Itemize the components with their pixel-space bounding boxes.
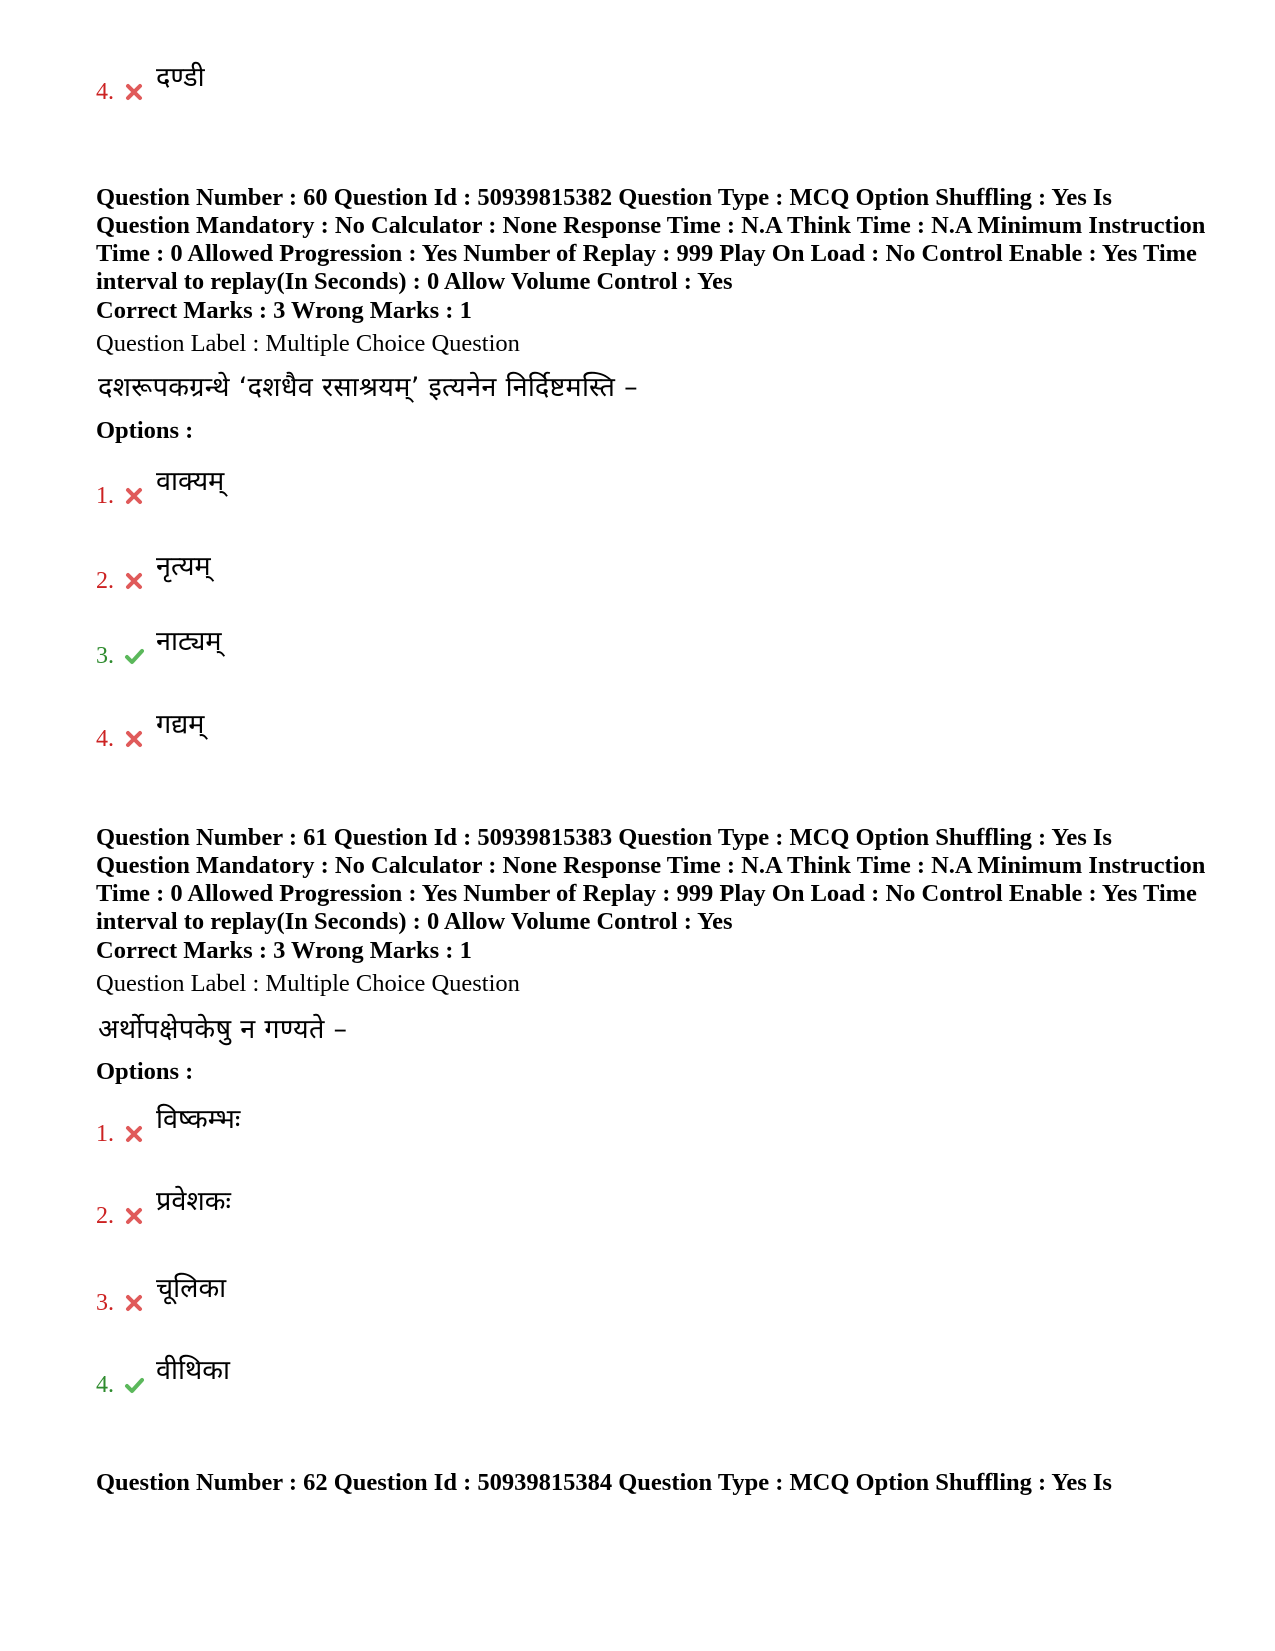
option-text: वीथिका bbox=[156, 1355, 230, 1386]
question-marks: Correct Marks : 3 Wrong Marks : 1 bbox=[96, 937, 472, 964]
option-number: 4. bbox=[96, 1372, 114, 1398]
question-text: दशरूपकग्रन्थे ‘दशधैव रसाश्रयम्’ इत्यनेन निर्दिष्टमस्ति – bbox=[98, 372, 638, 403]
option-text: नृत्यम् bbox=[156, 551, 211, 582]
option-text: गद्यम् bbox=[156, 709, 205, 740]
question-marks: Correct Marks : 3 Wrong Marks : 1 bbox=[96, 297, 472, 324]
option-number: 3. bbox=[96, 1290, 114, 1316]
option-number: 4. bbox=[96, 79, 114, 105]
cross-icon bbox=[124, 1206, 144, 1226]
option-text: वाक्यम् bbox=[156, 466, 225, 497]
option-text: विष्कम्भः bbox=[156, 1104, 241, 1135]
cross-icon bbox=[124, 486, 144, 506]
option-text: नाट्यम् bbox=[156, 626, 222, 657]
option-number: 2. bbox=[96, 1203, 114, 1229]
option-number: 4. bbox=[96, 726, 114, 752]
question-meta: Question Number : 60 Question Id : 50939815382 Question Type : MCQ Option Shuffling : Yes Is Question Mandatory : No Calculator : None Response Time : N.A Think Time : N.A Minimum Instruction Time : 0 Allowed Progression : Yes Number of Replay : 999 Play On Load : No Control Enable : Yes Time interval to replay(In Seconds) : 0 Allow Volume Control : Yes bbox=[96, 184, 1206, 295]
check-icon bbox=[124, 1375, 144, 1395]
cross-icon bbox=[124, 729, 144, 749]
options-heading: Options : bbox=[96, 417, 194, 444]
question-label: Question Label : Multiple Choice Question bbox=[96, 970, 520, 997]
question-meta: Question Number : 62 Question Id : 50939815384 Question Type : MCQ Option Shuffling : Yes Is bbox=[96, 1469, 1112, 1496]
option-number: 3. bbox=[96, 643, 114, 669]
option-text: दण्डी bbox=[156, 62, 205, 93]
options-heading: Options : bbox=[96, 1058, 194, 1085]
check-icon bbox=[124, 646, 144, 666]
question-meta: Question Number : 61 Question Id : 50939815383 Question Type : MCQ Option Shuffling : Yes Is Question Mandatory : No Calculator : None Response Time : N.A Think Time : N.A Minimum Instruction Time : 0 Allowed Progression : Yes Number of Replay : 999 Play On Load : No Control Enable : Yes Time interval to replay(In Seconds) : 0 Allow Volume Control : Yes bbox=[96, 824, 1206, 935]
question-label: Question Label : Multiple Choice Question bbox=[96, 330, 520, 357]
question-text: अर्थोपक्षेपकेषु न गण्यते – bbox=[98, 1014, 348, 1045]
option-number: 1. bbox=[96, 483, 114, 509]
option-number: 1. bbox=[96, 1121, 114, 1147]
cross-icon bbox=[124, 82, 144, 102]
option-text: प्रवेशकः bbox=[156, 1186, 231, 1217]
cross-icon bbox=[124, 1124, 144, 1144]
option-number: 2. bbox=[96, 568, 114, 594]
cross-icon bbox=[124, 571, 144, 591]
cross-icon bbox=[124, 1293, 144, 1313]
option-text: चूलिका bbox=[156, 1273, 227, 1304]
